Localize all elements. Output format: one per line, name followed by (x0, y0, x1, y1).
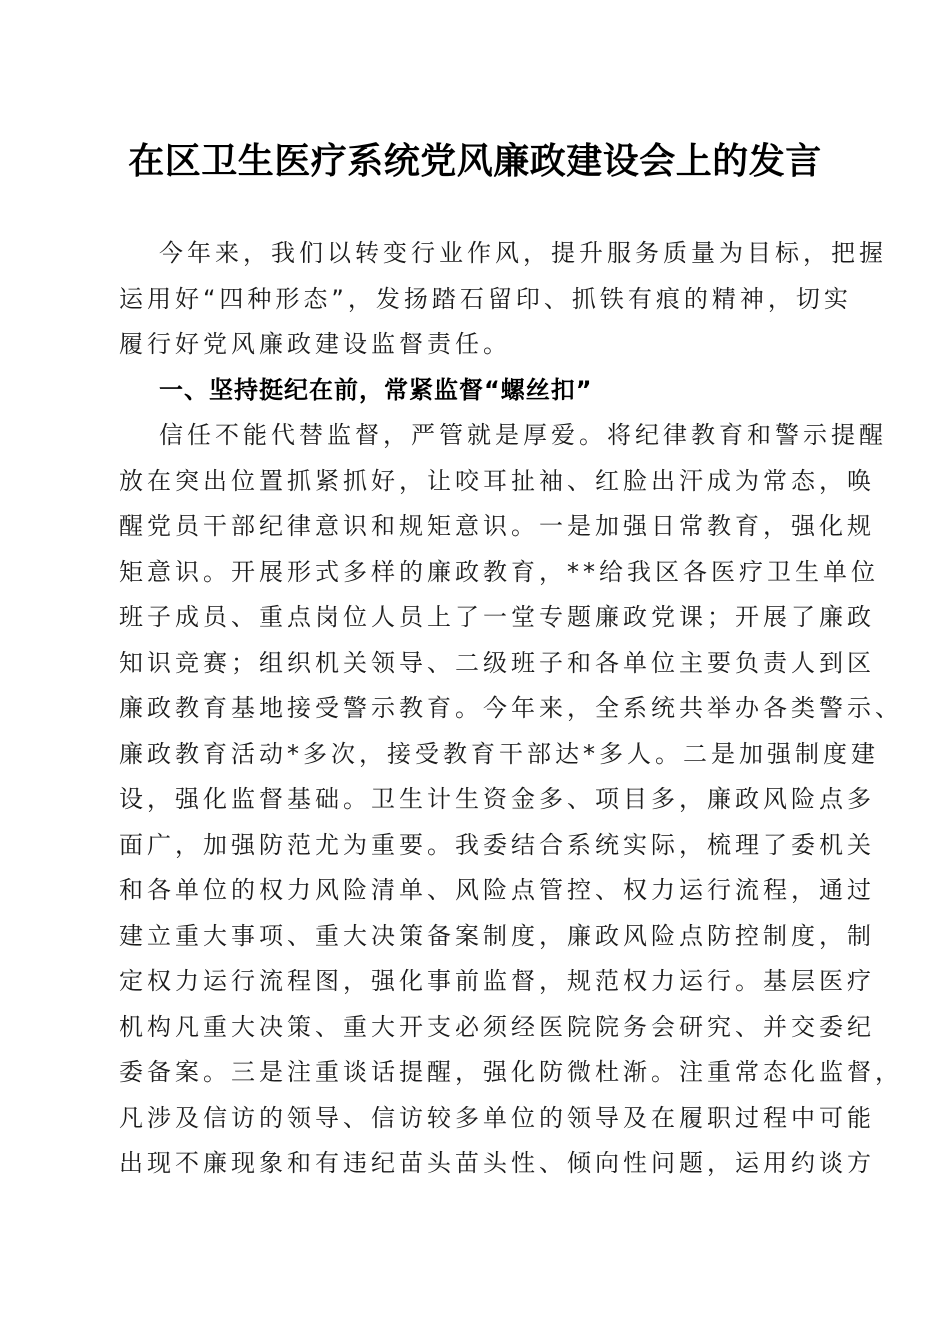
section-paragraph-line: 出现不廉现象和有违纪苗头苗头性、倾向性问题，运用约谈方 (119, 1149, 875, 1177)
section-paragraph-line: 知识竞赛；组织机关领导、二级班子和各单位主要负责人到区 (119, 648, 875, 677)
intro-paragraph-line: 今年来，我们以转变行业作风，提升服务质量为目标，把握 (159, 239, 887, 267)
section-paragraph-line: 定权力运行流程图，强化事前监督，规范权力运行。基层医疗 (119, 967, 875, 995)
section-paragraph-line: 醒党员干部纪律意识和规矩意识。一是加强日常教育，强化规 (119, 512, 875, 540)
section-paragraph-line: 委备案。三是注重谈话提醒，强化防微杜渐。注重常态化监督， (119, 1058, 903, 1086)
intro-paragraph-line: 运用好“四种形态”，发扬踏石留印、抓铁有痕的精神，切实 (119, 284, 852, 313)
section-paragraph-line: 廉政教育基地接受警示教育。今年来，全系统共举办各类警示、 (119, 694, 903, 722)
section-paragraph-line: 凡涉及信访的领导、信访较多单位的领导及在履职过程中可能 (119, 1103, 875, 1132)
section-paragraph-line: 机构凡重大决策、重大开支必须经医院院务会研究、并交委纪 (119, 1012, 875, 1041)
section-paragraph-line: 设，强化监督基础。卫生计生资金多、项目多，廉政风险点多 (119, 785, 875, 813)
section-paragraph-line: 班子成员、重点岗位人员上了一堂专题廉政党课；开展了廉政 (119, 603, 875, 631)
section-heading: 一、坚持挺纪在前，常紧监督“螺丝扣” (159, 375, 593, 404)
section-paragraph-line: 信任不能代替监督，严管就是厚爱。将纪律教育和警示提醒 (159, 421, 887, 449)
section-paragraph-line: 建立重大事项、重大决策备案制度，廉政风险点防控制度，制 (119, 921, 875, 950)
section-paragraph-line: 面广，加强防范尤为重要。我委结合系统实际，梳理了委机关 (119, 830, 875, 859)
section-paragraph-line: 和各单位的权力风险清单、风险点管控、权力运行流程，通过 (119, 876, 875, 904)
section-paragraph-line: 放在突出位置抓紧抓好，让咬耳扯袖、红脸出汗成为常态，唤 (119, 466, 875, 495)
document-body (119, 231, 903, 1187)
intro-paragraph-line: 履行好党风廉政建设监督责任。 (119, 330, 511, 358)
document-title: 在区卫生医疗系统党风廉政建设会上的发言 (128, 140, 822, 182)
section-paragraph-line: 矩意识。开展形式多样的廉政教育，**给我区各医疗卫生单位 (119, 557, 879, 586)
section-paragraph-line: 廉政教育活动*多次，接受教育干部达*多人。二是加强制度建 (119, 739, 879, 768)
